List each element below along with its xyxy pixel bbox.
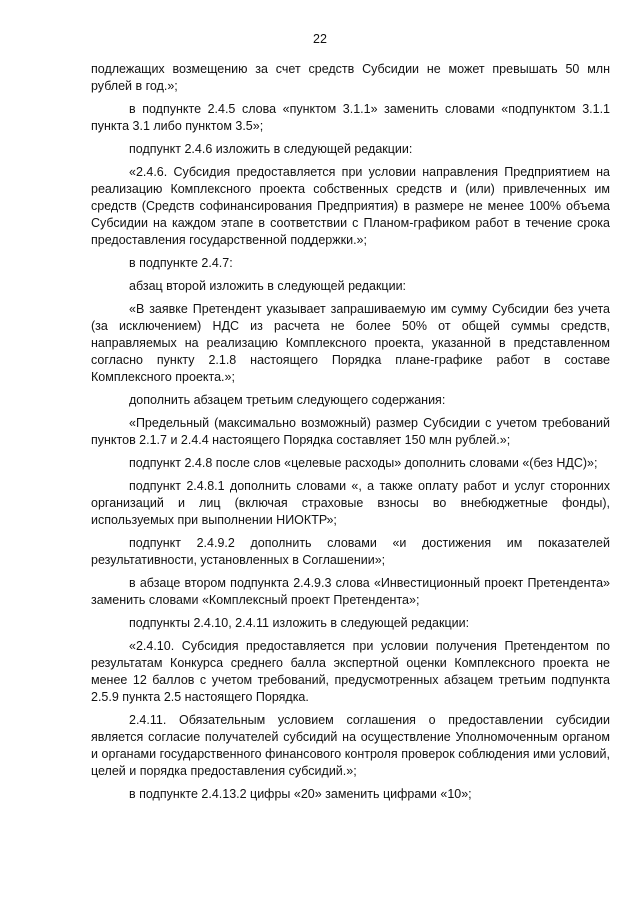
paragraph: «Предельный (максимально возможный) размер Субсидии с учетом требований пунктов 2.1.7 и 2.4.4 настоящего Порядка составляет 150 млн рублей.»; [91, 416, 610, 447]
paragraph: в подпункте 2.4.5 слова «пунктом 3.1.1» заменить словами «подпунктом 3.1.1 пункта 3.1 либо пунктом 3.5»; [91, 102, 610, 133]
paragraph: «2.4.10. Субсидия предоставляется при условии получения Претендентом по результатам Конкурса среднего балла экспертной оценки Комплексного проекта не менее 12 баллов с учетом требований, предусмотренных абзацем третьим подпункта 2.5.9 пункта 2.5 настоящего Порядка. [91, 639, 610, 704]
paragraph: подпункты 2.4.10, 2.4.11 изложить в следующей редакции: [129, 616, 470, 630]
paragraph-continuation: подлежащих возмещению за счет средств Субсидии не может превышать 50 млн рублей в год.»; [91, 62, 610, 93]
paragraph: в подпункте 2.4.13.2 цифры «20» заменить цифрами «10»; [129, 787, 472, 801]
paragraph: абзац второй изложить в следующей редакции: [129, 279, 407, 293]
page-number: 22 [313, 32, 327, 46]
paragraph: «В заявке Претендент указывает запрашиваемую им сумму Субсидии без учета (за исключением) НДС из расчета не более 50% от общей суммы средств, направляемых на реализацию Комплексного проекта, указанной в представленном согласно пункту 2.1.8 настоящего Порядка плане-графике работ в составе Комплексного проекта.»; [91, 302, 610, 384]
paragraph: в подпункте 2.4.7: [129, 256, 233, 270]
paragraph: подпункт 2.4.6 изложить в следующей редакции: [129, 142, 413, 156]
paragraph: дополнить абзацем третьим следующего содержания: [129, 393, 446, 407]
paragraph: 2.4.11. Обязательным условием соглашения о предоставлении субсидии является согласие получателей субсидий на осуществление Уполномоченным органом и органами государственного финансового контроля проверок соблюдения ими условий, целей и порядка предоставления субсидий.»; [91, 713, 610, 778]
paragraph: подпункт 2.4.8 после слов «целевые расходы» дополнить словами «(без НДС)»; [129, 456, 598, 470]
paragraph: подпункт 2.4.9.2 дополнить словами «и достижения им показателей результативности, установленных в Соглашении»; [91, 536, 610, 567]
paragraph: «2.4.6. Субсидия предоставляется при условии направления Предприятием на реализацию Комплексного проекта собственных средств и (или) привлеченных им средств (Средств софинансирования Предприятия) в размере не менее 100% объема Субсидии на каждом этапе в соответствии с Планом-графиком работ в течение срока предоставления государственной поддержки.»; [91, 165, 610, 247]
paragraph: в абзаце втором подпункта 2.4.9.3 слова «Инвестиционный проект Претендента» заменить словами «Комплексный проект Претендента»; [91, 576, 610, 607]
paragraph: подпункт 2.4.8.1 дополнить словами «, а также оплату работ и услуг сторонних организаций и лиц (включая страховые взносы во внебюджетные фонды), используемых при выполнении НИОКТР»; [91, 479, 610, 527]
document-body [91, 61, 610, 809]
